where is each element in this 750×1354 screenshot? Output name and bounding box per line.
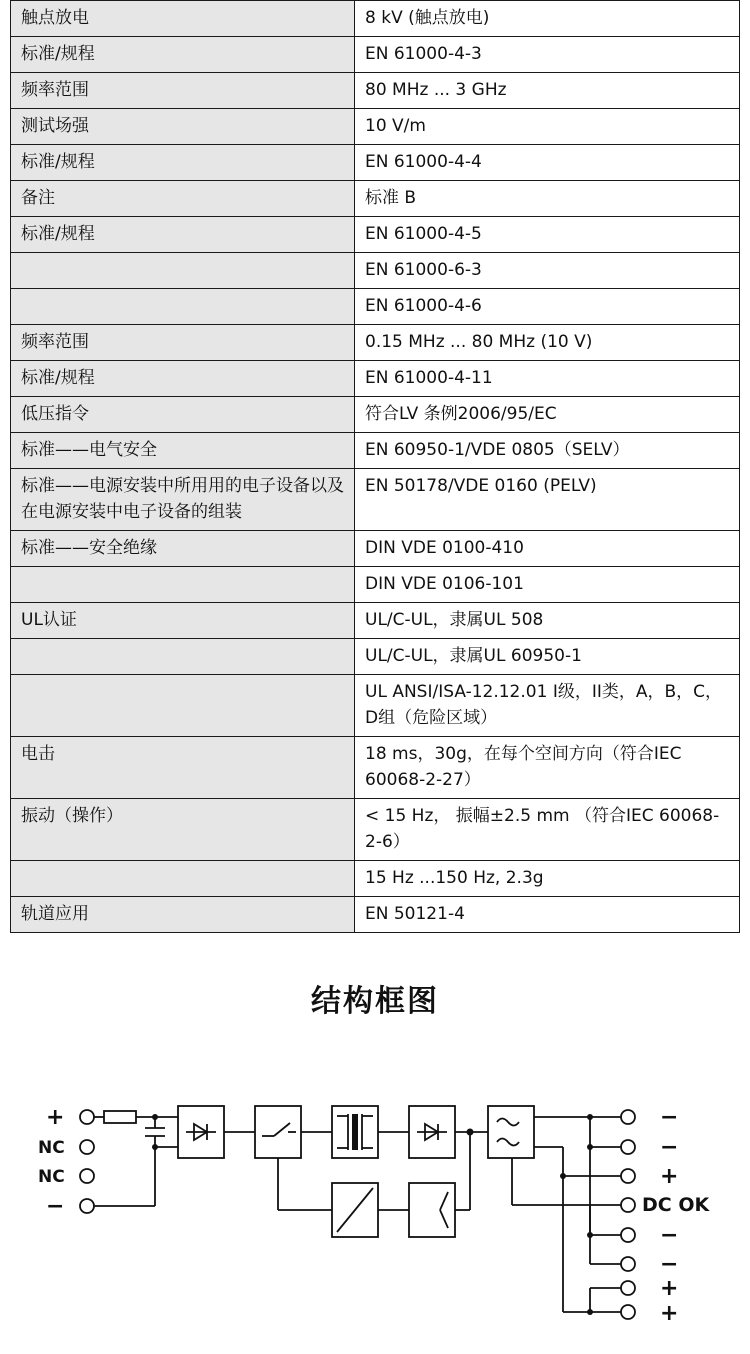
row-value: EN 61000-4-4 bbox=[355, 145, 740, 181]
table-row bbox=[11, 433, 740, 469]
row-value: 80 MHz ... 3 GHz bbox=[355, 73, 740, 109]
row-value: EN 61000-4-5 bbox=[355, 217, 740, 253]
row-label bbox=[11, 253, 355, 289]
input-terminal-nc1 bbox=[80, 1140, 94, 1154]
table-row bbox=[11, 567, 740, 603]
diagram-title: 结构框图 bbox=[311, 984, 439, 1019]
row-value: 0.15 MHz ... 80 MHz (10 V) bbox=[355, 325, 740, 361]
table-row bbox=[11, 325, 740, 361]
row-value: EN 61000-4-3 bbox=[355, 37, 740, 73]
row-label: 振动（操作） bbox=[11, 799, 355, 861]
table-row bbox=[11, 37, 740, 73]
table-row bbox=[11, 897, 740, 933]
table-row bbox=[11, 675, 740, 737]
output-label-2: − bbox=[660, 1135, 679, 1160]
row-value: UL ANSI/ISA-12.12.01 I级，II类，A，B，C，D组（危险区域） bbox=[355, 675, 740, 737]
output-label-5: − bbox=[660, 1223, 679, 1248]
row-label: 低压指令 bbox=[11, 397, 355, 433]
block-diagram bbox=[0, 1080, 750, 1354]
output-terminal-dcok bbox=[621, 1198, 635, 1212]
output-terminal-5 bbox=[621, 1228, 635, 1242]
row-value: EN 61000-6-3 bbox=[355, 253, 740, 289]
row-value: UL/C-UL，隶属UL 60950-1 bbox=[355, 639, 740, 675]
table-row bbox=[11, 289, 740, 325]
filter-block bbox=[488, 1106, 534, 1158]
transformer-core bbox=[352, 1114, 358, 1150]
row-label: UL认证 bbox=[11, 603, 355, 639]
spec-table bbox=[10, 0, 740, 933]
fuse-symbol bbox=[104, 1111, 136, 1123]
table-row bbox=[11, 469, 740, 531]
output-terminal-2 bbox=[621, 1140, 635, 1154]
row-value: DIN VDE 0100-410 bbox=[355, 531, 740, 567]
table-row bbox=[11, 145, 740, 181]
row-value: 标准 B bbox=[355, 181, 740, 217]
row-label: 标准/规程 bbox=[11, 37, 355, 73]
table-row bbox=[11, 109, 740, 145]
input-terminal-plus bbox=[80, 1110, 94, 1124]
table-row bbox=[11, 253, 740, 289]
row-value: 18 ms，30g，在每个空间方向（符合IEC 60068-2-27） bbox=[355, 737, 740, 799]
output-terminal-7 bbox=[621, 1281, 635, 1295]
row-label bbox=[11, 639, 355, 675]
row-label: 备注 bbox=[11, 181, 355, 217]
row-label bbox=[11, 675, 355, 737]
table-row bbox=[11, 73, 740, 109]
output-label-1: − bbox=[660, 1105, 679, 1130]
table-row bbox=[11, 361, 740, 397]
row-label: 频率范围 bbox=[11, 325, 355, 361]
row-label: 标准——安全绝缘 bbox=[11, 531, 355, 567]
row-label: 频率范围 bbox=[11, 73, 355, 109]
input-label-1: + bbox=[46, 1105, 65, 1130]
row-label: 轨道应用 bbox=[11, 897, 355, 933]
output-label-7: + bbox=[660, 1276, 679, 1301]
output-terminal-1 bbox=[621, 1110, 635, 1124]
input-terminal-nc2 bbox=[80, 1169, 94, 1183]
row-label: 电击 bbox=[11, 737, 355, 799]
control-block bbox=[409, 1183, 455, 1237]
output-terminal-8 bbox=[621, 1305, 635, 1319]
row-label bbox=[11, 567, 355, 603]
output-label-3: + bbox=[660, 1164, 679, 1189]
table-row bbox=[11, 181, 740, 217]
row-value: < 15 Hz， 振幅±2.5 mm （符合IEC 60068-2-6） bbox=[355, 799, 740, 861]
table-row bbox=[11, 397, 740, 433]
table-row bbox=[11, 737, 740, 799]
output-terminal-6 bbox=[621, 1257, 635, 1271]
row-label: 测试场强 bbox=[11, 109, 355, 145]
table-row bbox=[11, 799, 740, 861]
row-value: EN 50121-4 bbox=[355, 897, 740, 933]
output-label-6: − bbox=[660, 1252, 679, 1277]
row-label: 标准/规程 bbox=[11, 217, 355, 253]
output-terminal-3 bbox=[621, 1169, 635, 1183]
row-label: 标准——电源安装中所用用的电子设备以及在电源安装中电子设备的组装 bbox=[11, 469, 355, 531]
table-row bbox=[11, 217, 740, 253]
input-label-4: − bbox=[46, 1194, 65, 1219]
row-value: 10 V/m bbox=[355, 109, 740, 145]
table-row bbox=[11, 603, 740, 639]
row-value: UL/C-UL，隶属UL 508 bbox=[355, 603, 740, 639]
table-row bbox=[11, 639, 740, 675]
row-label: 标准/规程 bbox=[11, 361, 355, 397]
row-label: 标准/规程 bbox=[11, 145, 355, 181]
row-value: EN 50178/VDE 0160 (PELV) bbox=[355, 469, 740, 531]
row-value: EN 60950-1/VDE 0805（SELV） bbox=[355, 433, 740, 469]
output-label-8: + bbox=[660, 1301, 679, 1326]
table-row bbox=[11, 1, 740, 37]
input-label-3: NC bbox=[38, 1167, 65, 1187]
input-label-2: NC bbox=[38, 1138, 65, 1158]
table-row bbox=[11, 861, 740, 897]
input-terminal-minus bbox=[80, 1199, 94, 1213]
table-row bbox=[11, 531, 740, 567]
row-value: EN 61000-4-6 bbox=[355, 289, 740, 325]
row-label bbox=[11, 289, 355, 325]
row-label: 标准——电气安全 bbox=[11, 433, 355, 469]
row-value: 8 kV (触点放电) bbox=[355, 1, 740, 37]
row-value: 符合LV 条例2006/95/EC bbox=[355, 397, 740, 433]
output-label-dcok: DC OK bbox=[642, 1194, 710, 1216]
row-label bbox=[11, 861, 355, 897]
row-label: 触点放电 bbox=[11, 1, 355, 37]
row-value: DIN VDE 0106-101 bbox=[355, 567, 740, 603]
row-value: 15 Hz ...150 Hz, 2.3g bbox=[355, 861, 740, 897]
row-value: EN 61000-4-11 bbox=[355, 361, 740, 397]
